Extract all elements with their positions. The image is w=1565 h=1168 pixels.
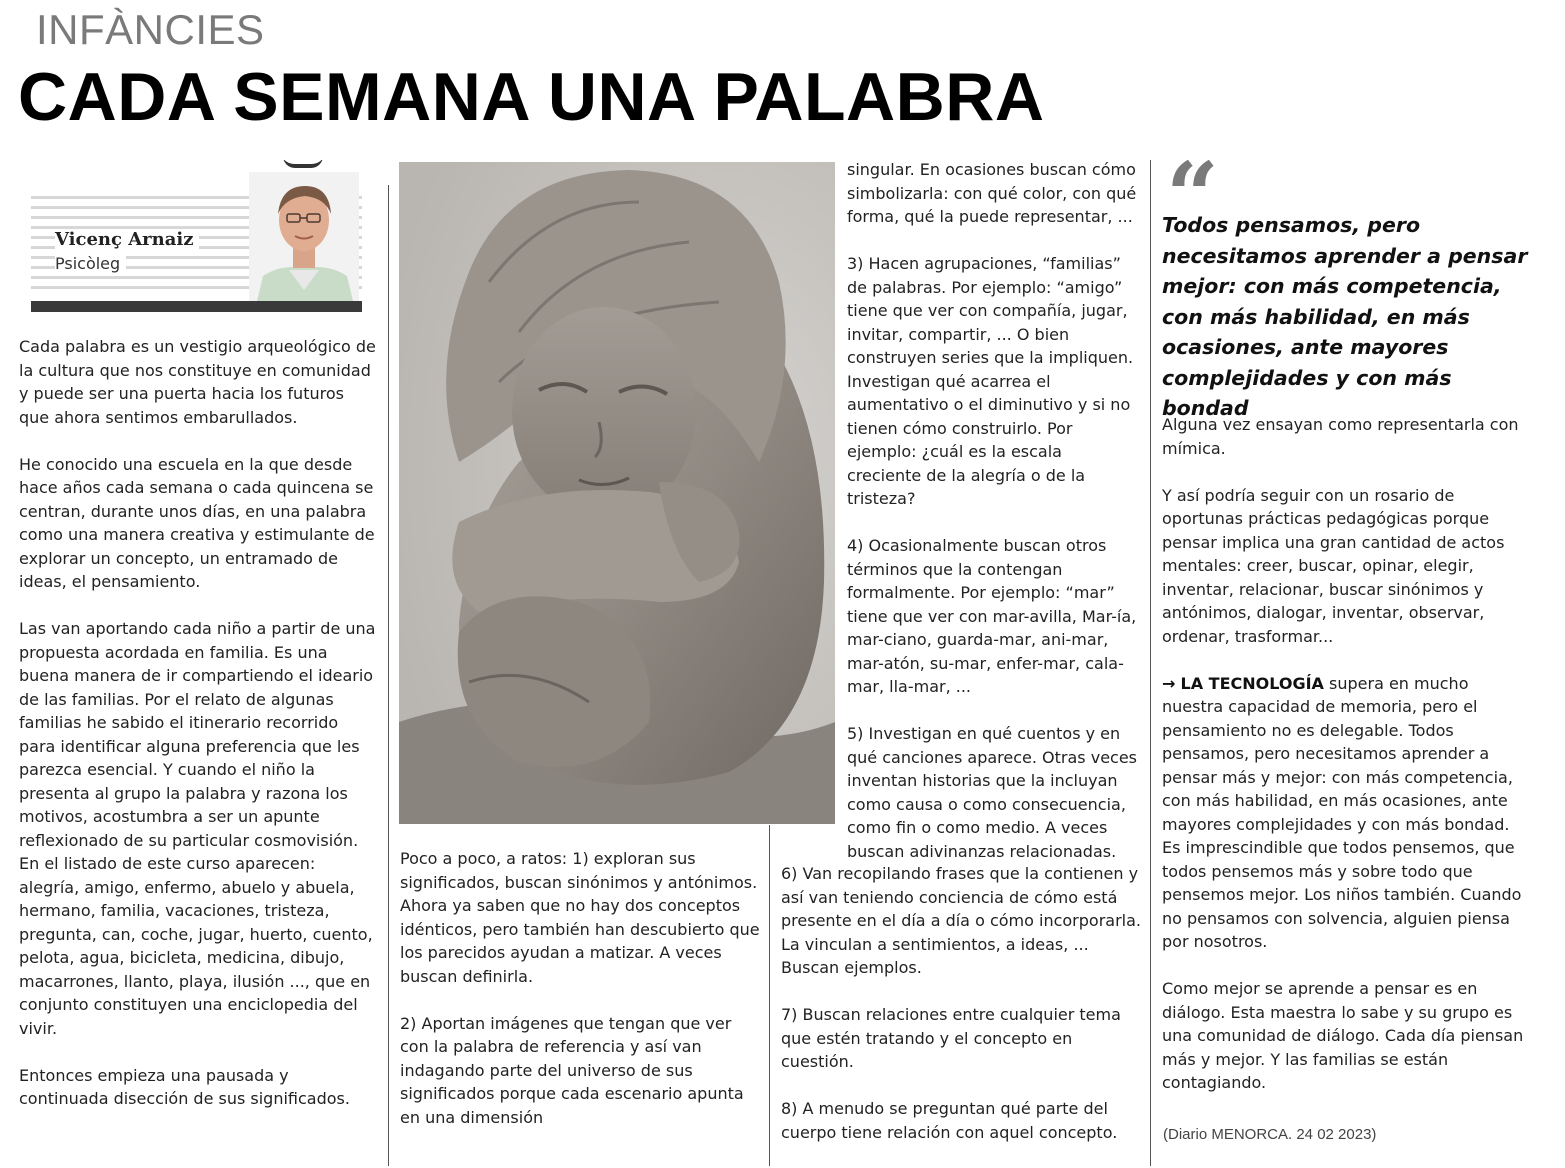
paragraph: Alguna vez ensayan como representarla con mímica.: [1162, 415, 1519, 458]
column-3-bottom: [781, 862, 1143, 1168]
sculpture-photo: [399, 162, 835, 824]
paragraph: Cada palabra es un vestigio arqueológico de la cultura que nos constituye en comunidad y puede ser una puerta hacia los futuros que ahora sentimos embarullados.: [19, 337, 376, 427]
column-4: [1162, 413, 1526, 1118]
source-credit: (Diario MENORCA. 24 02 2023): [1163, 1126, 1377, 1143]
column-divider: [769, 825, 770, 1166]
paragraph: 5) Investigan en qué cuentos y en qué canciones aparece. Otras veces inventan historias que la incluyan como causa o como consecuencia, como fin o como medio. A veces buscan adivinanzas relacionadas.: [847, 724, 1138, 861]
paragraph: 3) Hacen agrupaciones, “familias” de palabras. Por ejemplo: “amigo” tiene que ver con compañía, jugar, invitar, compartir, ... O bien construyen series que la impliquen. Investigan qué acarrea el aumentativo o el diminutivo y si no tienen cómo construirlo. Por ejemplo: ¿cuál es la escala creciente de la alegría o de la tristeza?: [847, 254, 1134, 508]
paragraph: 8) A menudo se preguntan qué parte del cuerpo tiene relación con aquel concepto.: [781, 1099, 1118, 1142]
tech-title: LA TECNOLOGÍA: [1180, 673, 1324, 693]
paragraph: 7) Buscan relaciones entre cualquier tema que estén tratando y el concepto en cuestión.: [781, 1005, 1121, 1071]
section-label: INFÀNCIES: [36, 6, 265, 53]
author-photo: [249, 172, 359, 301]
paragraph: Entonces empieza una pausada y continuada disección de sus significados.: [19, 1065, 350, 1108]
column-divider: [388, 185, 389, 1166]
page-title: CADA SEMANA UNA PALABRA: [18, 59, 1045, 135]
decorative-arc: [283, 160, 323, 168]
quote-icon: “: [1166, 142, 1219, 250]
paragraph: Las van aportando cada niño a partir de una propuesta acordada en familia. Es una buena manera de ir compartiendo el ideario de las familias. Por el relato de algunas familias he sabido el itinerario recorrido para identificar alguna preferencia que les parezca esencial. Y cuando el niño la presenta al grupo la palabra y razona los motivos, acostumbra a ser un apunte reflexionado de su particular cosmovisión. En el listado de este curso aparecen: alegría, amigo, enfermo, abuelo y abuela, hermano, familia, vacaciones, tristeza, pregunta, can, coche, jugar, huerto, cuento, pelota, agua, bicicleta, medicina, dibujo, macarrones, llanto, playa, ilusión ..., que en conjunto constituyen una enciclopedia del vivir.: [19, 619, 376, 1038]
arrow-icon: →: [1162, 673, 1176, 693]
pull-quote: Todos pensamos, pero necesitamos aprender a pensar mejor: con más competencia, con más habilidad, en más ocasiones, ante mayores complejidades y con más bondad: [1162, 213, 1528, 420]
column-divider: [1150, 160, 1151, 1166]
paragraph: He conocido una escuela en la que desde hace años cada semana o cada quincena se centran, durante unos días, en una palabra como una manera creativa y estimulante de explorar un concepto, un entramado de ideas, el pensamiento.: [19, 454, 375, 591]
tech-text: supera en mucho nuestra capacidad de memoria, pero el pensamiento no es delegable. Todos pensamos, pero necesitamos aprender a pensar más y mejor: con más competencia, con más habilidad, en más ocasiones, ante mayores complejidades y con más bondad. Es imprescindible que todos pensemos, que todos pensemos más y sobre todo que pensemos mejor. Los niños también. Cuando no pensamos con solvencia, alguien piensa por nosotros.: [1162, 673, 1522, 951]
paragraph: singular. En ocasiones buscan cómo simbolizarla: con qué color, con qué forma, qué la puede representar, ...: [847, 160, 1137, 226]
column-3-top: [847, 158, 1141, 887]
tech-paragraph: [1162, 672, 1526, 954]
author-name: Vicenç Arnaiz: [55, 229, 199, 250]
column-2: [400, 847, 762, 1153]
author-card: [31, 160, 362, 312]
paragraph: 2) Aportan imágenes que tengan que ver con la palabra de referencia y así van indagando parte del universo de sus significados porque cada escenario apunta en una dimensión: [400, 1013, 744, 1127]
column-1: [19, 335, 377, 1134]
paragraph: 6) Van recopilando frases que la contienen y así van teniendo conciencia de cómo está presente en el día a día o cómo incorporarla. La vinculan a sentimientos, a ideas, ... Buscan ejemplos.: [781, 864, 1141, 977]
paragraph: Como mejor se aprende a pensar es en diálogo. Esta maestra lo sabe y su grupo es una comunidad de diálogo. Cada día piensan más y mejor. Y las familias se están contagiando.: [1162, 979, 1524, 1092]
paragraph: Y así podría seguir con un rosario de oportunas prácticas pedagógicas porque pensar implica una gran cantidad de actos mentales: creer, buscar, opinar, elegir, inventar, relacionar, buscar sinónimos y antónimos, dialogar, inventar, observar, ordenar, trasformar...: [1162, 485, 1505, 646]
paragraph: 4) Ocasionalmente buscan otros términos que la contengan formalmente. Por ejemplo: “mar” tiene que ver con mar-avilla, Mar-ía, mar-ciano, guarda-mar, ani-mar, mar-atón, su-mar, enfer-mar, cala-mar, lla-mar, ...: [847, 536, 1137, 696]
paragraph: Poco a poco, a ratos: 1) exploran sus significados, buscan sinónimos y antónimos. Ahora ya saben que no hay dos conceptos idénticos, pero también han descubierto que los parecidos ayudan a matizar. A veces buscan definirla.: [400, 849, 760, 986]
author-role: Psicòleg: [55, 254, 126, 273]
